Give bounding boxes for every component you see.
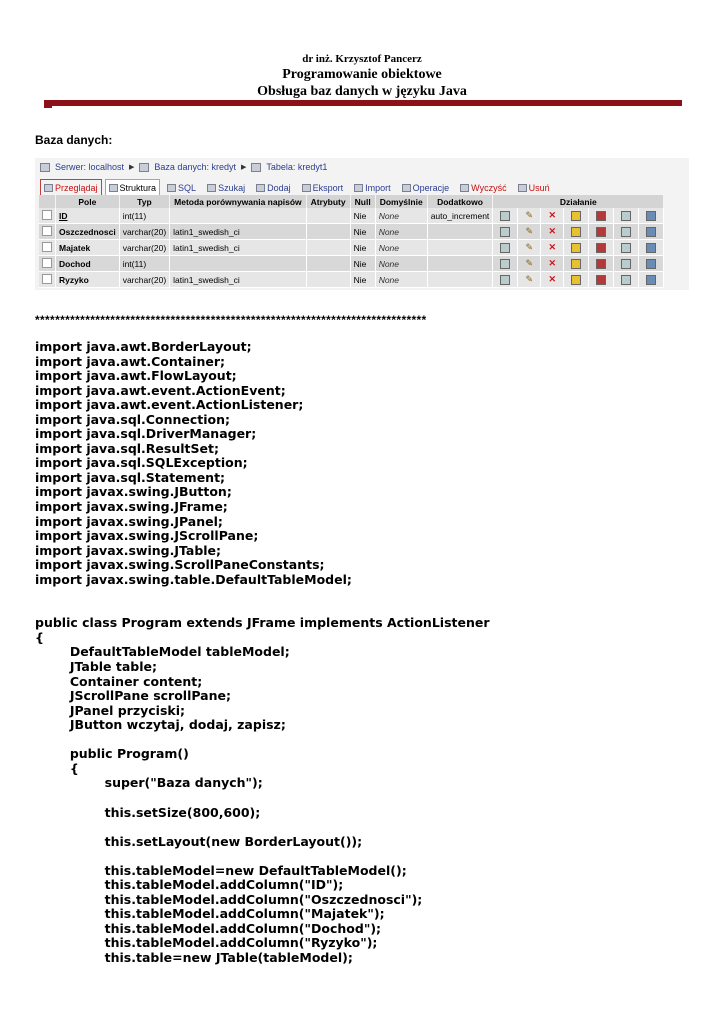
action-cell <box>614 208 639 224</box>
action-cell <box>541 240 564 256</box>
column-header: Metoda porównywania napisów <box>170 195 307 208</box>
code-line: super("Baza danych"); <box>35 775 263 791</box>
field-name: Oszczednosci <box>56 224 120 240</box>
code-line: import java.sql.Connection; <box>35 411 231 427</box>
field-collation: latin1_swedish_ci <box>170 240 307 256</box>
action-cell <box>493 240 518 256</box>
edit-icon[interactable]: ✎ <box>525 242 534 252</box>
primary-key-icon[interactable] <box>571 243 581 253</box>
table-row <box>39 272 664 288</box>
table-icon <box>251 163 261 172</box>
field-collation <box>170 208 307 224</box>
code-line: import javax.swing.JPanel; <box>35 513 223 529</box>
header-rule <box>44 100 682 106</box>
column-header: Null <box>350 195 375 208</box>
column-header: Pole <box>56 195 120 208</box>
code-line: import javax.swing.JButton; <box>35 484 232 500</box>
fulltext-icon[interactable] <box>646 275 656 285</box>
index-icon[interactable] <box>621 211 631 221</box>
row-checkbox[interactable] <box>42 226 52 236</box>
row-checkbox-cell <box>39 208 56 224</box>
breadcrumb-database[interactable]: Baza danych: kredyt <box>154 162 236 172</box>
field-type: varchar(20) <box>119 272 169 288</box>
tab-label: Operacje <box>412 182 450 193</box>
code-line: import java.awt.event.ActionEvent; <box>35 382 286 398</box>
tab-5[interactable] <box>298 179 348 196</box>
tab-label: Usuń <box>528 182 550 193</box>
primary-key-icon[interactable] <box>571 227 581 237</box>
delete-icon[interactable]: ✕ <box>548 258 557 268</box>
action-cell <box>589 224 614 240</box>
field-type: varchar(20) <box>119 224 169 240</box>
section-label: Baza danych: <box>35 133 113 147</box>
action-cell <box>564 256 589 272</box>
field-attributes <box>306 240 350 256</box>
tab-icon <box>256 184 265 192</box>
action-cell <box>564 208 589 224</box>
phpmyadmin-screenshot <box>35 158 689 290</box>
delete-icon[interactable]: ✕ <box>548 226 557 236</box>
tab-icon <box>109 184 118 192</box>
code-line: { <box>35 629 44 645</box>
unique-icon[interactable] <box>596 243 606 253</box>
tab-7[interactable] <box>398 179 454 196</box>
code-line: JButton wczytaj, dodaj, zapisz; <box>35 717 286 733</box>
action-cell <box>518 256 541 272</box>
tab-label: Eksport <box>312 182 344 193</box>
field-extra: auto_increment <box>427 208 493 224</box>
delete-icon[interactable]: ✕ <box>548 242 557 252</box>
action-cell <box>518 240 541 256</box>
action-cell <box>639 208 664 224</box>
code-listing <box>35 340 490 966</box>
tab-4[interactable] <box>252 179 295 196</box>
code-line: this.tableModel.addColumn("Dochod"); <box>35 920 382 936</box>
tab-icon <box>207 184 216 192</box>
primary-key-icon[interactable] <box>571 259 581 269</box>
code-blank-line <box>35 791 490 806</box>
unique-icon[interactable] <box>596 211 606 221</box>
index-icon[interactable] <box>621 259 631 269</box>
field-default: None <box>375 240 427 256</box>
code-line: public Program() <box>35 746 189 762</box>
action-cell <box>518 208 541 224</box>
code-line: this.table=new JTable(tableModel); <box>35 949 353 965</box>
code-line: this.tableModel.addColumn("Ryzyko"); <box>35 935 378 951</box>
action-cell <box>518 272 541 288</box>
action-cell <box>493 256 518 272</box>
code-line: this.tableModel.addColumn("Oszczednosci"); <box>35 891 423 907</box>
browse-icon[interactable] <box>500 275 510 285</box>
code-line: import javax.swing.ScrollPaneConstants; <box>35 557 325 573</box>
action-cell <box>541 224 564 240</box>
code-line: this.setLayout(new BorderLayout()); <box>35 833 363 849</box>
column-header: Działanie <box>493 195 664 208</box>
action-cell <box>518 224 541 240</box>
action-cell <box>614 256 639 272</box>
code-line: this.setSize(800,600); <box>35 804 261 820</box>
index-icon[interactable] <box>621 227 631 237</box>
action-cell <box>493 208 518 224</box>
primary-key-icon[interactable] <box>571 275 581 285</box>
browse-icon[interactable] <box>500 227 510 237</box>
fulltext-icon[interactable] <box>646 259 656 269</box>
code-blank-line <box>35 602 490 617</box>
delete-icon[interactable]: ✕ <box>548 274 557 284</box>
table-header-row <box>39 195 664 208</box>
action-cell <box>614 240 639 256</box>
action-cell <box>564 240 589 256</box>
field-extra <box>427 240 493 256</box>
field-extra <box>427 256 493 272</box>
chevron-right-icon: ▶ <box>129 164 135 171</box>
action-cell <box>639 224 664 240</box>
table-row <box>39 224 664 240</box>
code-line: this.tableModel=new DefaultTableModel(); <box>35 862 407 878</box>
browse-icon[interactable] <box>500 259 510 269</box>
field-null: Nie <box>350 272 375 288</box>
field-type: int(11) <box>119 208 169 224</box>
code-line: DefaultTableModel tableModel; <box>35 644 290 660</box>
code-line: import java.awt.event.ActionListener; <box>35 397 304 413</box>
action-cell <box>589 256 614 272</box>
field-type: varchar(20) <box>119 240 169 256</box>
tab-icon <box>460 184 469 192</box>
code-line: JScrollPane scrollPane; <box>35 688 231 704</box>
table-row <box>39 208 664 224</box>
field-name: Ryzyko <box>56 272 120 288</box>
tab-icon <box>302 184 311 192</box>
edit-icon[interactable]: ✎ <box>525 274 534 284</box>
primary-key-icon[interactable] <box>571 211 581 221</box>
tab-1[interactable] <box>105 179 161 195</box>
code-line: import java.sql.Statement; <box>35 469 226 485</box>
field-default: None <box>375 208 427 224</box>
tab-icon <box>518 184 527 192</box>
unique-icon[interactable] <box>596 259 606 269</box>
edit-icon[interactable]: ✎ <box>525 210 534 220</box>
breadcrumb-server[interactable]: Serwer: localhost <box>55 162 125 172</box>
database-icon <box>139 163 149 172</box>
field-extra <box>427 224 493 240</box>
action-cell <box>589 240 614 256</box>
delete-icon[interactable]: ✕ <box>548 210 557 220</box>
table-row <box>39 256 664 272</box>
header-rule-tick <box>44 106 52 108</box>
edit-icon[interactable]: ✎ <box>525 258 534 268</box>
column-header: Domyślnie <box>375 195 427 208</box>
edit-icon[interactable]: ✎ <box>525 226 534 236</box>
tab-icon <box>44 184 53 192</box>
row-checkbox[interactable] <box>42 274 52 284</box>
table-body <box>39 208 664 288</box>
index-icon[interactable] <box>621 275 631 285</box>
tab-3[interactable] <box>203 179 249 196</box>
tab-9[interactable] <box>514 179 554 196</box>
tab-2[interactable] <box>163 179 200 196</box>
row-checkbox[interactable] <box>42 242 52 252</box>
tab-label: Struktura <box>119 182 157 193</box>
action-cell <box>614 272 639 288</box>
code-line: import java.awt.BorderLayout; <box>35 339 252 354</box>
unique-icon[interactable] <box>596 227 606 237</box>
column-header: Atrybuty <box>306 195 350 208</box>
column-header: Dodatkowo <box>427 195 493 208</box>
browse-icon[interactable] <box>500 211 510 221</box>
column-header: Typ <box>119 195 169 208</box>
field-name: Majatek <box>56 240 120 256</box>
code-blank-line <box>35 733 490 748</box>
action-cell <box>639 256 664 272</box>
field-default: None <box>375 224 427 240</box>
fulltext-icon[interactable] <box>646 243 656 253</box>
action-cell <box>541 272 564 288</box>
code-blank-line <box>35 849 490 864</box>
code-line: Container content; <box>35 673 203 689</box>
field-attributes <box>306 272 350 288</box>
fulltext-icon[interactable] <box>646 211 656 221</box>
document-course: Programowanie obiektowe <box>282 67 442 82</box>
unique-icon[interactable] <box>596 275 606 285</box>
row-checkbox[interactable] <box>42 258 52 268</box>
tab-label: Dodaj <box>267 182 291 193</box>
index-icon[interactable] <box>621 243 631 253</box>
row-checkbox-cell <box>39 224 56 240</box>
action-cell <box>564 272 589 288</box>
tab-icon <box>402 184 411 192</box>
field-null: Nie <box>350 224 375 240</box>
separator-line: ****************************************************************************** <box>35 313 427 327</box>
tab-0[interactable] <box>40 179 102 196</box>
action-cell <box>639 272 664 288</box>
code-line: public class Program extends JFrame implements ActionListener <box>35 615 490 631</box>
action-cell <box>493 224 518 240</box>
code-line: import javax.swing.JTable; <box>35 542 222 558</box>
field-null: Nie <box>350 208 375 224</box>
chevron-right-icon: ▶ <box>240 164 247 171</box>
tab-label: Wyczyść <box>471 182 507 193</box>
field-collation: latin1_swedish_ci <box>170 272 307 288</box>
field-attributes <box>306 256 350 272</box>
code-line: this.tableModel.addColumn("ID"); <box>35 877 344 893</box>
field-name: ID <box>56 208 120 224</box>
code-line: import java.sql.SQLException; <box>35 455 248 471</box>
action-cell <box>639 240 664 256</box>
code-line: JTable table; <box>35 659 157 675</box>
browse-icon[interactable] <box>500 243 510 253</box>
code-line: import java.awt.FlowLayout; <box>35 368 237 384</box>
code-line: import javax.swing.table.DefaultTableModel; <box>35 571 352 587</box>
table-row <box>39 240 664 256</box>
field-attributes <box>306 224 350 240</box>
code-line: import java.awt.Container; <box>35 353 225 369</box>
field-attributes <box>306 208 350 224</box>
action-cell <box>541 208 564 224</box>
field-collation <box>170 256 307 272</box>
row-checkbox[interactable] <box>42 210 52 220</box>
tab-8[interactable] <box>456 179 510 196</box>
row-checkbox-cell <box>39 256 56 272</box>
tab-6[interactable] <box>350 179 395 196</box>
checkbox-header <box>39 195 56 208</box>
document-author: dr inż. Krzysztof Pancerz <box>302 53 422 65</box>
field-type: int(11) <box>119 256 169 272</box>
tab-label: SQL <box>178 182 197 193</box>
tab-label: Szukaj <box>218 182 246 193</box>
code-line: import java.sql.ResultSet; <box>35 440 219 456</box>
code-line: import javax.swing.JFrame; <box>35 499 228 515</box>
tab-bar <box>40 179 554 196</box>
field-default: None <box>375 272 427 288</box>
structure-table <box>39 195 664 288</box>
code-line: { <box>35 760 79 776</box>
fulltext-icon[interactable] <box>646 227 656 237</box>
code-line: JPanel przyciski; <box>35 702 186 718</box>
tab-icon <box>354 184 363 192</box>
document-topic: Obsługa baz danych w języku Java <box>257 84 467 99</box>
field-null: Nie <box>350 240 375 256</box>
code-blank-line <box>35 587 490 602</box>
tab-label: Przeglądaj <box>55 182 98 193</box>
code-line: import java.sql.DriverManager; <box>35 426 257 442</box>
tab-icon <box>167 184 176 192</box>
field-default: None <box>375 256 427 272</box>
server-icon <box>40 163 50 172</box>
action-cell <box>614 224 639 240</box>
code-line: import javax.swing.JScrollPane; <box>35 528 259 544</box>
code-blank-line <box>35 820 490 835</box>
tab-label: Import <box>365 182 391 193</box>
field-extra <box>427 272 493 288</box>
code-line: this.tableModel.addColumn("Majatek"); <box>35 906 385 922</box>
field-collation: latin1_swedish_ci <box>170 224 307 240</box>
breadcrumb-table[interactable]: Tabela: kredyt1 <box>266 162 328 172</box>
field-name: Dochod <box>56 256 120 272</box>
row-checkbox-cell <box>39 272 56 288</box>
action-cell <box>564 224 589 240</box>
action-cell <box>541 256 564 272</box>
action-cell <box>589 272 614 288</box>
action-cell <box>493 272 518 288</box>
field-null: Nie <box>350 256 375 272</box>
action-cell <box>589 208 614 224</box>
row-checkbox-cell <box>39 240 56 256</box>
breadcrumb <box>40 160 327 174</box>
